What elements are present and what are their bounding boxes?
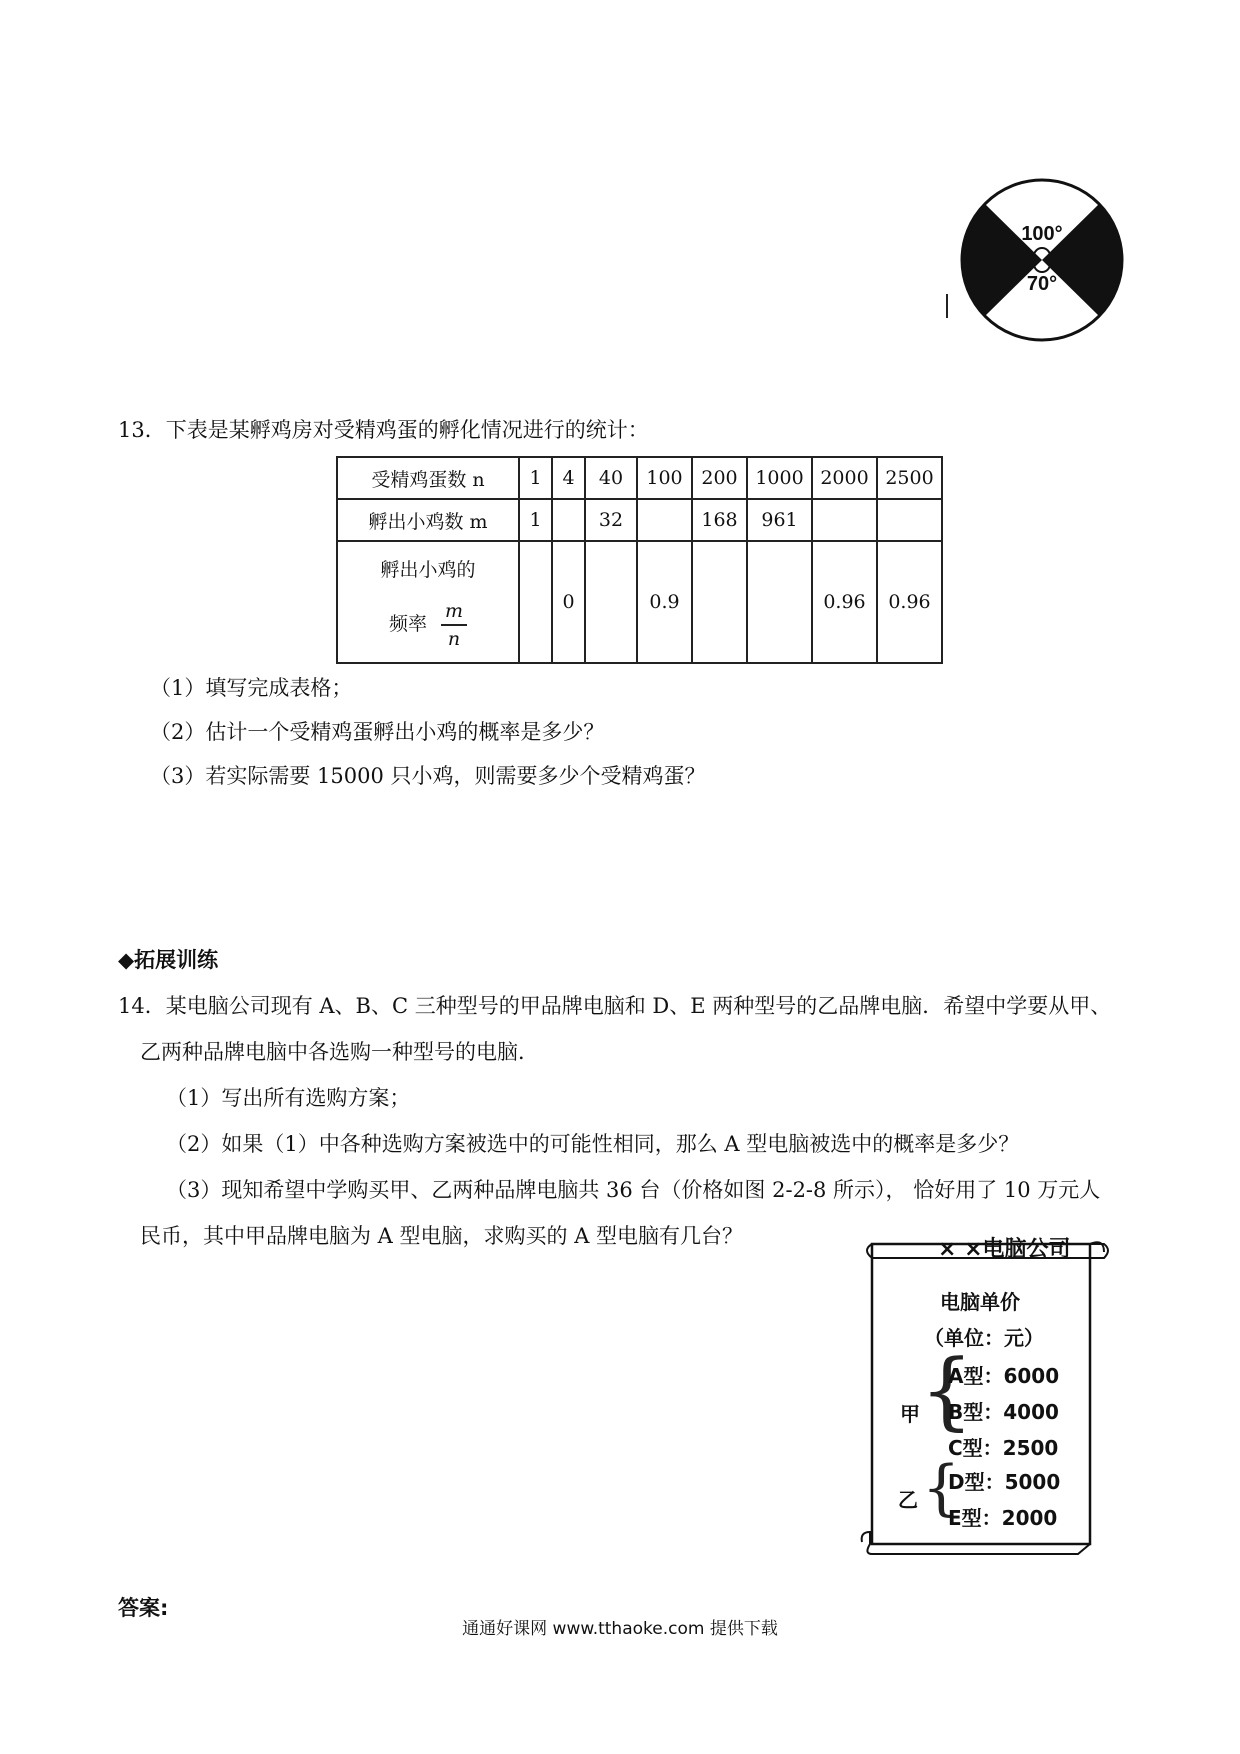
q13-part3: （3）若实际需要 15000 只小鸡，则需要多少个受精鸡蛋？ xyxy=(150,764,706,788)
brand-jia-label: 甲 xyxy=(900,1402,920,1426)
q14-stem-line2: 乙两种品牌电脑中各选购一种型号的电脑． xyxy=(140,1040,539,1064)
table-cell xyxy=(637,499,692,541)
section-heading: ◆拓展训练 xyxy=(118,948,219,972)
figure-marker xyxy=(946,294,948,318)
table-cell: 0.96 xyxy=(812,541,877,663)
table-cell xyxy=(747,541,812,663)
table-cell: 4 xyxy=(552,457,585,499)
brace-jia: { xyxy=(920,1341,974,1439)
hatch-table xyxy=(336,456,943,664)
q14-part2: （2）如果（1）中各种选购方案被选中的可能性相同，那么 A 型电脑被选中的概率是多少？ xyxy=(166,1132,1020,1156)
brace-yi: { xyxy=(922,1453,961,1523)
model-e-price: E型：2000 xyxy=(948,1506,1058,1530)
fraction-numerator: m xyxy=(441,600,467,626)
table-cell: 0 xyxy=(552,541,585,663)
table-row xyxy=(337,457,942,499)
model-a-price: A型：6000 xyxy=(948,1364,1060,1388)
table-cell: 40 xyxy=(585,457,637,499)
freq-header-bottom xyxy=(338,600,518,650)
q14-stem-line1: 14．某电脑公司现有 A、B、C 三种型号的甲品牌电脑和 D、E 两种型号的乙品牌电脑．希望中学要从甲、 xyxy=(118,994,1112,1018)
table-header-frequency xyxy=(337,541,519,663)
table-cell xyxy=(552,499,585,541)
q13-stem: 13．下表是某孵鸡房对受精鸡蛋的孵化情况进行的统计： xyxy=(118,418,649,442)
freq-header-top: 孵出小鸡的 xyxy=(380,558,476,581)
spinner-svg xyxy=(958,176,1126,344)
table-cell: 0.9 xyxy=(637,541,692,663)
table-cell: 961 xyxy=(747,499,812,541)
model-d-price: D型：5000 xyxy=(948,1470,1061,1494)
table-cell: 32 xyxy=(585,499,637,541)
freq-header-label: 频率 xyxy=(388,612,427,635)
table-cell: 1 xyxy=(519,499,552,541)
table-header-chicks: 孵出小鸡数 m xyxy=(337,499,519,541)
answer-label: 答案: xyxy=(118,1596,169,1620)
model-c-price: C型：2500 xyxy=(948,1436,1059,1460)
table-cell: 200 xyxy=(692,457,747,499)
angle-top-label: 100° xyxy=(1021,223,1063,245)
table-cell: 0.96 xyxy=(877,541,942,663)
table-row xyxy=(337,499,942,541)
table-cell xyxy=(519,541,552,663)
spinner-figure xyxy=(958,176,1126,348)
q14-part3: （3）现知希望中学购买甲、乙两种品牌电脑共 36 台（价格如图 2-2-8 所示）， 恰好用了 10 万元人 xyxy=(166,1178,1101,1202)
q13-part2: （2）估计一个受精鸡蛋孵出小鸡的概率是多少？ xyxy=(150,720,605,744)
price-title: 电脑单价 xyxy=(940,1290,1020,1314)
brand-yi-label: 乙 xyxy=(898,1488,918,1512)
table-row xyxy=(337,541,942,663)
page-footer: 通通好课网 www.tthaoke.com 提供下载 xyxy=(462,1619,778,1639)
table-cell: 1 xyxy=(519,457,552,499)
q14-part3-line2: 民币，其中甲品牌电脑为 A 型电脑，求购买的 A 型电脑有几台？ xyxy=(140,1224,744,1248)
fraction-m-over-n xyxy=(441,600,467,650)
company-name: × ×电脑公司 xyxy=(938,1237,1071,1262)
table-cell xyxy=(585,541,637,663)
table-cell: 100 xyxy=(637,457,692,499)
price-unit: （单位：元） xyxy=(924,1326,1044,1350)
table-header-eggs: 受精鸡蛋数 n xyxy=(337,457,519,499)
model-b-price: B型：4000 xyxy=(948,1400,1059,1424)
fraction-denominator: n xyxy=(447,627,461,650)
table-cell: 2000 xyxy=(812,457,877,499)
q13-part1: （1）填写完成表格； xyxy=(150,676,353,700)
table-cell: 2500 xyxy=(877,457,942,499)
table-cell: 168 xyxy=(692,499,747,541)
q14-part1: （1）写出所有选购方案； xyxy=(166,1086,411,1110)
table-cell xyxy=(812,499,877,541)
angle-bottom-label: 70° xyxy=(1026,273,1058,295)
table-cell xyxy=(877,499,942,541)
table-cell: 1000 xyxy=(747,457,812,499)
price-list-scroll xyxy=(858,1236,1116,1558)
table-cell xyxy=(692,541,747,663)
